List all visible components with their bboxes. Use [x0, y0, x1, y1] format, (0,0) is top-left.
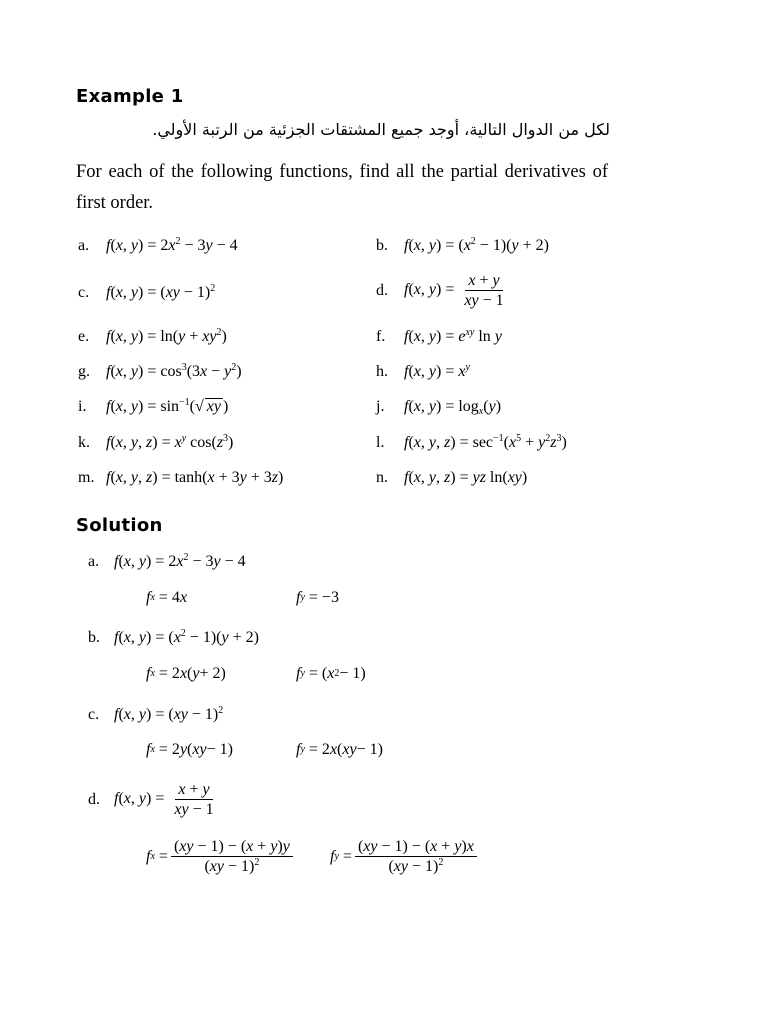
problem-e	[78, 328, 227, 346]
problem-expression: f(x, $y) = \log_x(y)$	[404, 398, 502, 417]
problem-k	[78, 434, 233, 452]
solution-label: b.	[88, 629, 100, 646]
problem-label: b.	[376, 237, 388, 254]
problem-expression: f(x, $y) = x^y$	[404, 362, 470, 380]
fraction: $\frac{(xy - 1) - (x + y)x}{(xy - 1)^2}$	[355, 838, 477, 875]
solution-label: a.	[88, 553, 100, 570]
problem-label: e.	[78, 328, 90, 345]
solution-b-fx: f x = 2 x ( y + 2)	[146, 665, 226, 682]
solution-heading: Solution	[76, 515, 163, 536]
solution-expression: f(x, $y) = 2x^2 - 3y - 4$	[114, 552, 246, 570]
solution-c	[88, 706, 223, 724]
example-heading: Example 1	[76, 86, 184, 107]
problem-label: c.	[78, 284, 90, 301]
problem-label: k.	[78, 434, 90, 451]
solution-expression: f(x, y) = (xy − 1)$^2$	[114, 705, 224, 723]
problem-label: d.	[376, 281, 388, 299]
problem-label: f.	[376, 328, 386, 345]
problem-label: m.	[78, 469, 95, 486]
problem-c	[78, 284, 215, 302]
solution-c-fy: f y = 2 x ( xy − 1)	[296, 741, 383, 758]
problem-label: h.	[376, 363, 388, 380]
problem-a	[78, 237, 238, 255]
problem-j	[376, 398, 501, 416]
problem-expression: f(x, $y) = (x^2 - 1)(y + 2)$	[404, 236, 549, 254]
arabic-instruction: لكل من الدوال التالية، أوجد جميع المشتقات الجزئية من الرتبة الأولي.	[152, 120, 610, 139]
problem-d	[376, 272, 510, 309]
solution-label: c.	[88, 706, 100, 723]
problem-expression: f(x, y) = (xy − 1)$^2$	[106, 283, 216, 301]
problem-expression: f(x, y) = $\frac{x + y}{xy - 1}$	[404, 272, 510, 309]
problem-b	[376, 237, 549, 255]
solution-a-fx: f x = 4 x	[146, 589, 188, 606]
problem-expression: f(x, y, $z) = x^y$ $\cos(z^3)$	[106, 433, 234, 451]
problem-label: i.	[78, 398, 87, 415]
solution-a-fy: f y = −3	[296, 589, 339, 606]
solution-a	[88, 553, 246, 571]
problem-label: g.	[78, 363, 90, 380]
solution-b-fy: f y = ( x 2 − 1)	[296, 665, 366, 682]
problem-label: a.	[78, 237, 90, 254]
fraction: $\frac{(xy - 1) - (x + y)y}{(xy - 1)^2}$	[171, 838, 293, 875]
solution-b	[88, 629, 259, 647]
problem-m	[78, 469, 283, 487]
problem-expression: f(x, $y) = \sin^{-1}(√$ xy )	[106, 397, 229, 415]
problem-expression: f(x, $y) = e^{xy}$ ln y	[404, 327, 502, 345]
solution-d	[88, 781, 220, 818]
problem-label: j.	[376, 398, 385, 415]
solution-expression: f(x, y) = $\frac{x + y}{xy - 1}$	[114, 781, 220, 818]
solution-d-fx: f x = $\frac{(xy - 1) - (x + y)y}{(xy - 1)^2}$	[146, 838, 296, 875]
solution-d-fy: f y = $\frac{(xy - 1) - (x + y)x}{(xy - 1)^2}$	[330, 838, 480, 875]
problem-n	[376, 469, 527, 487]
problem-g	[78, 363, 242, 381]
problem-label: n.	[376, 469, 388, 486]
problem-expression: f(x, $y) = \ln(y + xy^2)$	[106, 327, 227, 345]
problem-i	[78, 398, 228, 416]
problem-expression: f(x, y, z) = yz ln(xy)	[404, 469, 528, 486]
problem-h	[376, 363, 470, 381]
problem-f	[376, 328, 502, 346]
fraction: $\frac{x + y}{xy - 1}$	[174, 781, 214, 818]
problem-expression: f(x, y, $z) = \sec^{-1}(x^5 + y^2z^3)$	[404, 433, 567, 451]
solution-c-fx: f x = 2 y ( xy − 1)	[146, 741, 233, 758]
fraction: $\frac{x + y}{xy - 1}$	[464, 272, 504, 309]
intro-text: For each of the following functions, find all the partial derivatives of first order.	[76, 162, 608, 213]
problem-l	[376, 434, 567, 452]
problem-expression: f(x, $y) = \cos^3(3x - y^2)$	[106, 362, 242, 380]
solution-expression: f(x, $y) = (x^2 - 1)(y + 2)$	[114, 628, 259, 646]
problem-label: l.	[376, 434, 385, 451]
problem-expression: f(x, y, z) = tanh(x + 3y + 3z)	[106, 469, 284, 486]
problem-expression: f(x, $y) = 2x^2 - 3y - 4$	[106, 236, 238, 254]
solution-label: d.	[88, 790, 100, 808]
